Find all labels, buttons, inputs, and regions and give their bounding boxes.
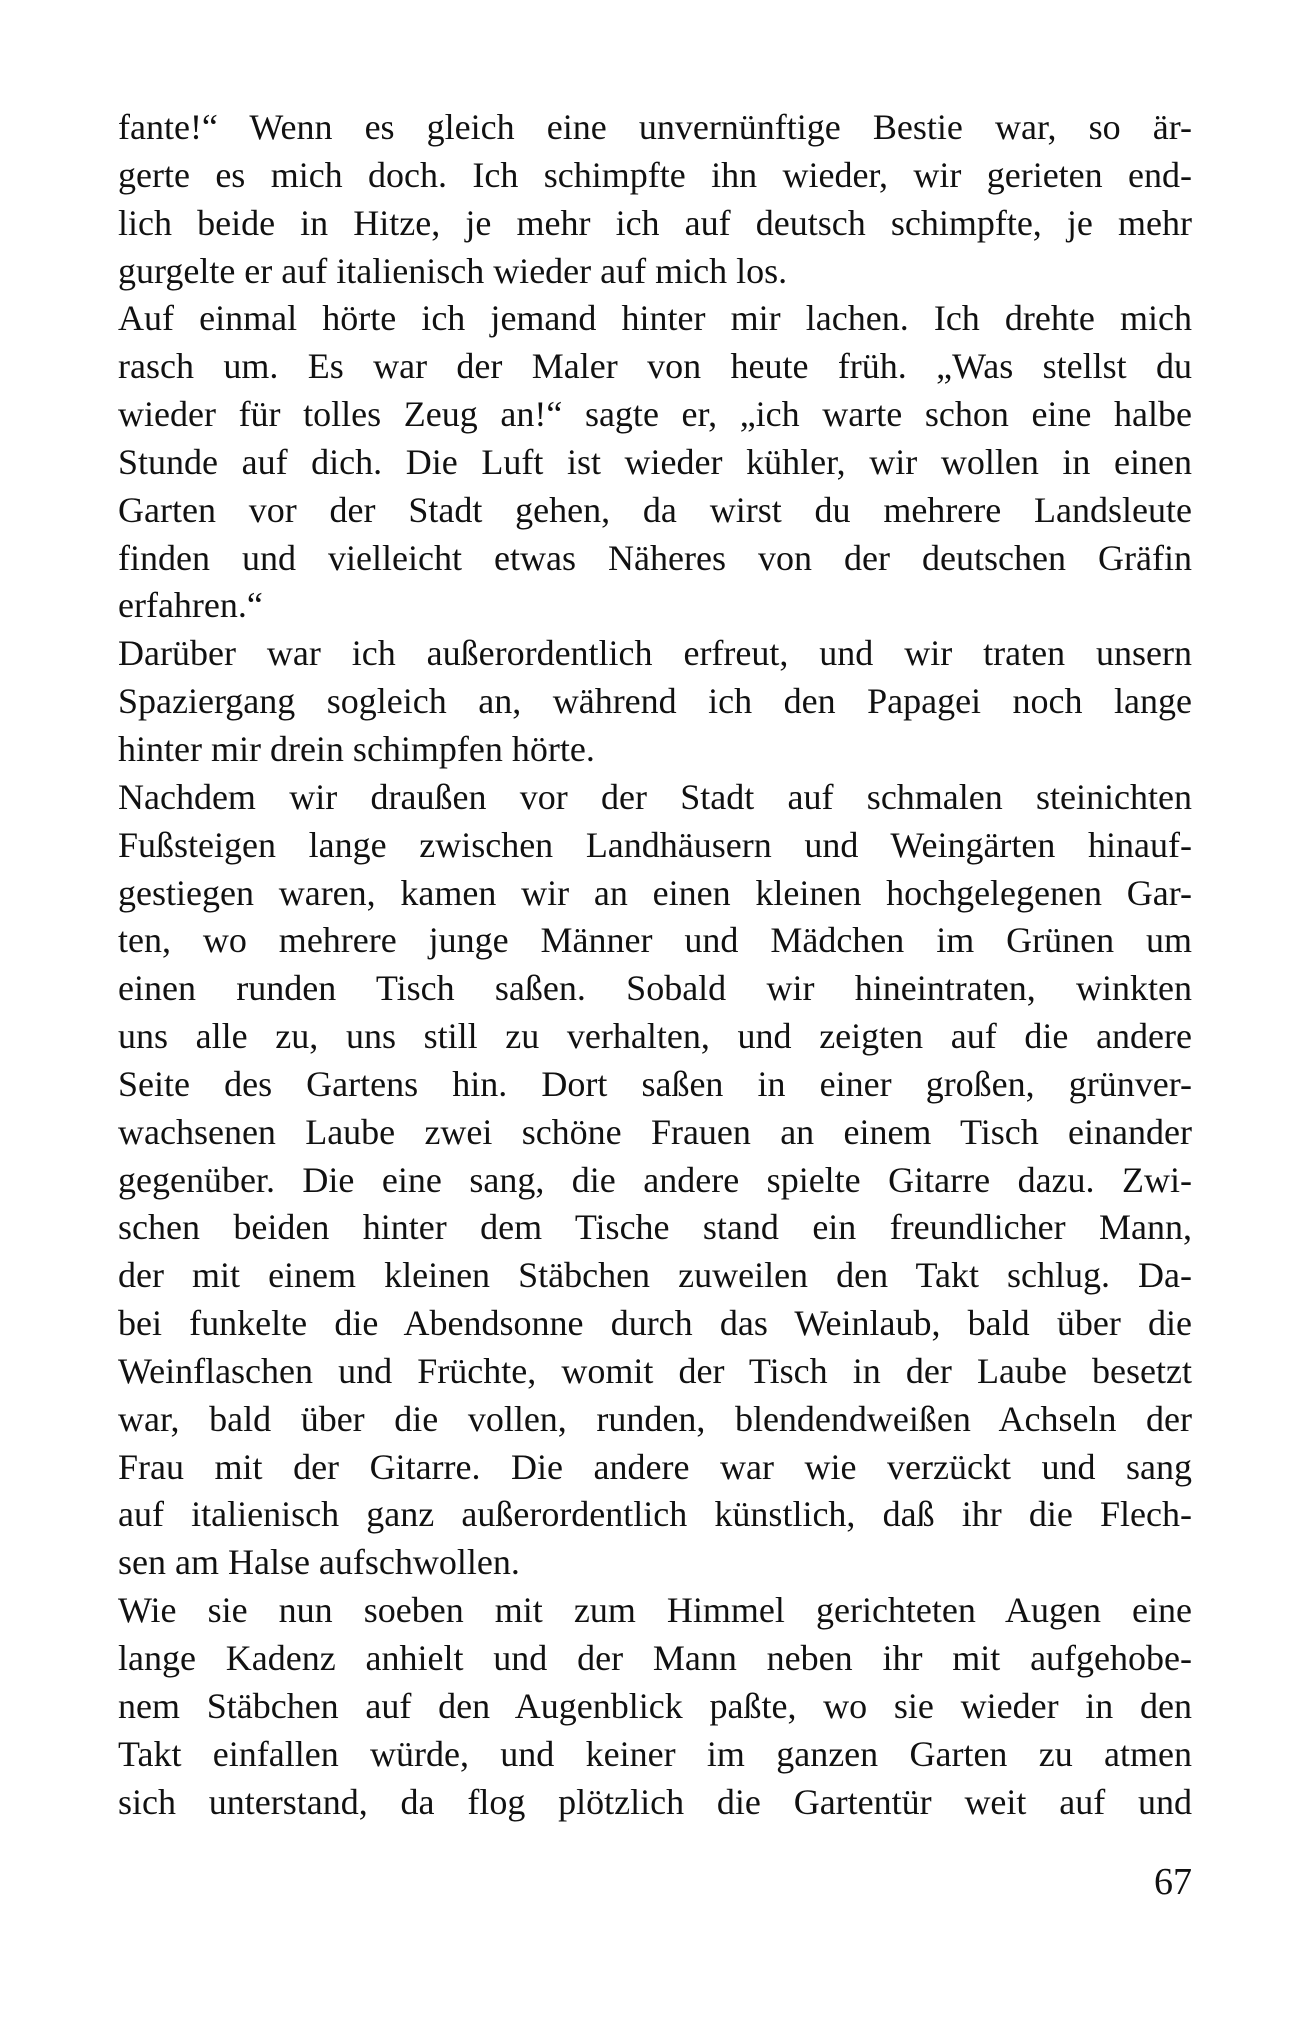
text-line: auf italienisch ganz außerordentlich künstlich, daß ihr die Flech- [118,1494,1192,1535]
text-line: Nachdem wir draußen vor der Stadt auf schmalen steinichten [118,776,1192,817]
text-line: Auf einmal hörte ich jemand hinter mir lachen. Ich drehte mich [118,298,1192,339]
text-line: Seite des Gartens hin. Dort saßen in einer großen, grünver- [118,1063,1192,1104]
text-line: erfahren.“ [118,585,263,626]
text-line: gegenüber. Die eine sang, die andere spielte Gitarre dazu. Zwi- [118,1159,1192,1200]
text-line: Darüber war ich außerordentlich erfreut, und wir traten unsern [118,633,1192,674]
text-line: bei funkelte die Abendsonne durch das Weinlaub, bald über die [118,1303,1192,1344]
text-line: Takt einfallen würde, und keiner im ganzen Garten zu atmen [118,1733,1192,1774]
text-line: Weinflaschen und Früchte, womit der Tisch in der Laube besetzt [118,1350,1192,1391]
body-text [118,104,1192,1826]
text-line: gurgelte er auf italienisch wieder auf mich los. [118,250,788,291]
text-line: einen runden Tisch saßen. Sobald wir hineintraten, winkten [118,968,1192,1009]
text-line: rasch um. Es war der Maler von heute früh. „Was stellst du [118,346,1192,387]
text-line: wachsenen Laube zwei schöne Frauen an einem Tisch einander [118,1111,1192,1152]
text-line: hinter mir drein schimpfen hörte. [118,728,595,769]
text-line: gerte es mich doch. Ich schimpfte ihn wieder, wir gerieten end- [118,154,1192,195]
text-line: fante!“ Wenn es gleich eine unvernünftige Bestie war, so är- [118,107,1192,147]
text-line: Garten vor der Stadt gehen, da wirst du mehrere Landsleute [118,489,1192,530]
text-line: Wie sie nun soeben mit zum Himmel gerichteten Augen eine [118,1590,1192,1631]
text-line: der mit einem kleinen Stäbchen zuweilen den Takt schlug. Da- [118,1255,1192,1296]
text-line: Fußsteigen lange zwischen Landhäusern und Weingärten hinauf- [118,824,1192,865]
text-line: war, bald über die vollen, runden, blendendweißen Achseln der [118,1398,1192,1439]
text-line: wieder für tolles Zeug an!“ sagte er, „ich warte schon eine halbe [118,394,1192,435]
text-line: uns alle zu, uns still zu verhalten, und zeigten auf die andere [118,1016,1192,1057]
text-line: finden und vielleicht etwas Näheres von der deutschen Gräfin [118,537,1192,578]
page-number: 67 [1154,1861,1192,1903]
text-line: Spaziergang sogleich an, während ich den Papagei noch lange [118,681,1192,722]
text-line: lich beide in Hitze, je mehr ich auf deutsch schimpfte, je mehr [118,202,1192,243]
text-line: sich unterstand, da flog plötzlich die Gartentür weit auf und [118,1781,1192,1822]
text-line: ten, wo mehrere junge Männer und Mädchen im Grünen um [118,920,1192,961]
text-line: Frau mit der Gitarre. Die andere war wie verzückt und sang [118,1446,1192,1487]
text-line: schen beiden hinter dem Tische stand ein freundlicher Mann, [118,1207,1192,1248]
text-line: sen am Halse aufschwollen. [118,1542,520,1583]
text-line: Stunde auf dich. Die Luft ist wieder kühler, wir wollen in einen [118,441,1192,482]
text-line: lange Kadenz anhielt und der Mann neben ihr mit aufgehobe- [118,1638,1192,1678]
text-line: gestiegen waren, kamen wir an einen kleinen hochgelegenen Gar- [118,872,1192,913]
text-line: nem Stäbchen auf den Augenblick paßte, wo sie wieder in den [118,1685,1192,1726]
